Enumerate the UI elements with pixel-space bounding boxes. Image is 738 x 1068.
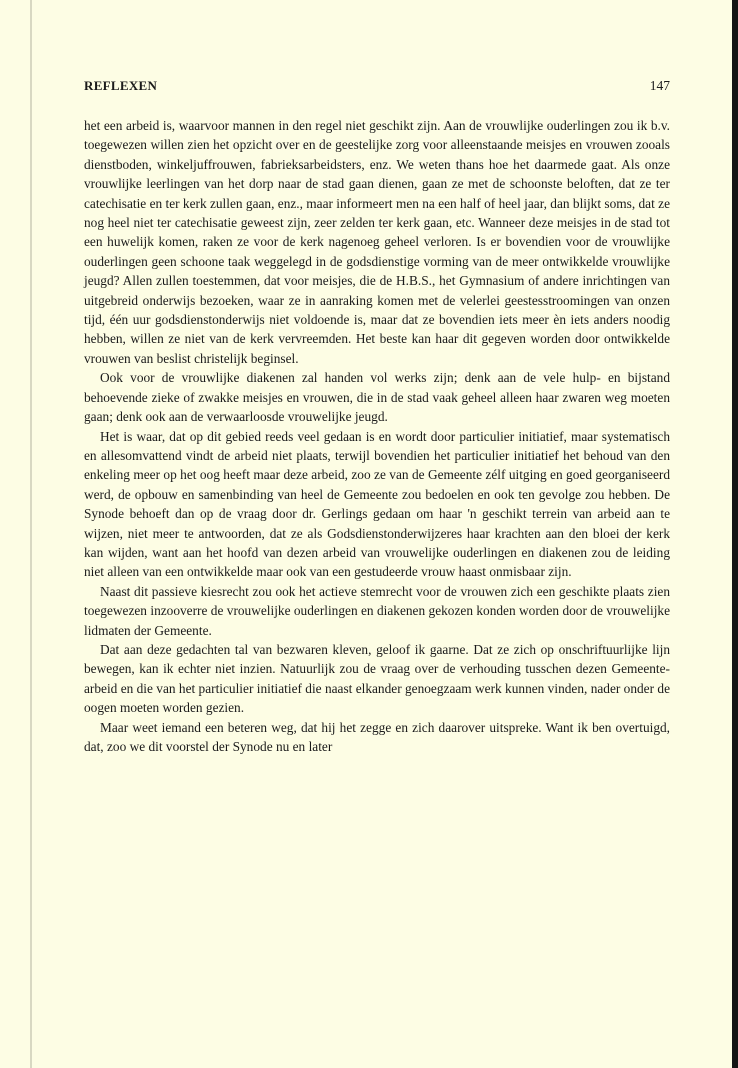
paragraph-4: Naast dit passieve kiesrecht zou ook het actieve stemrecht voor de vrouwen zich een geschikte plaats zien toegewezen inzooverre de vrouwelijke ouderlingen en diakenen gekozen konden worden door de vrouwelijke lidmaten der Gemeente.: [84, 583, 670, 638]
paragraph-6: Maar weet iemand een beteren weg, dat hij het zegge en zich daarover uitspreke. Want ik ben overtuigd, dat, zoo we dit voorstel der Synode nu en later: [84, 719, 670, 754]
scan-right-edge: [732, 0, 738, 1068]
running-title: REFLEXEN: [84, 78, 158, 93]
paragraph-5: Dat aan deze gedachten tal van bezwaren kleven, geloof ik gaarne. Dat ze zich op onschriftuurlijke lijn bewegen, kan ik echter niet inzien. Natuurlijk zou de vraag over de verhouding tusschen dezen Gemeente-arbeid en die van het particulier initiatief die naast elkander genoegzaam werk kunnen vinden, nader onder de oogen moeten worden gezien.: [84, 641, 670, 716]
book-page: [84, 78, 670, 756]
body-text: [84, 116, 670, 756]
paragraph-3: Het is waar, dat op dit gebied reeds veel gedaan is en wordt door particulier initiatief, maar systematisch en allesomvattend vindt de arbeid niet plaats, terwijl bovendien het particulier initiatief het behoud van den enkeling meer op het oog heeft maar deze arbeid, zoo ze van de Gemeente zélf uitging en goed georganiseerd werd, de opbouw en samenbinding van heel de Gemeente zou bedoelen en ook ten gevolge zou hebben. De Synode behoeft dan op de vraag door dr. Gerlings gedaan om haar 'n geschikt terrein van arbeid aan te wijzen, niet meer te antwoorden, dat ze als Godsdienstonderwijzeres haar krachten aan den bloei der kerk kan wijden, want aan het hoofd van dezen arbeid van vrouwelijke ouderlingen en diakenen zou de leiding niet alleen van een ontwikkelde maar ook van een gestudeerde vrouw haast onmisbaar zijn.: [84, 428, 670, 580]
scan-left-edge: [30, 0, 32, 1068]
page-number: 147: [649, 78, 670, 93]
paragraph-1: het een arbeid is, waarvoor mannen in den regel niet geschikt zijn. Aan de vrouwlijke ouderlingen zou ik b.v. toegewezen willen zien het opzicht over en de geestelijke zorg voor alleenstaande meisjes en vrouwen zooals dienstboden, winkeljuffrouwen, fabrieksarbeidsters, enz. We weten thans hoe het daarmede gaat. Als onze vrouwlijke leerlingen van het dorp naar de stad gaan dienen, gaan ze met de schoonste beloften, dat ze ter catechisatie en ter kerk zullen gaan, enz., maar informeert men na een half of heel jaar, dan blijkt soms, dat ze nog heel niet ter catechisatie geweest zijn, zeer zelden ter kerk gaan, etc. Wanneer deze meisjes in de stad tot een huwelijk komen, raken ze voor de kerk nagenoeg geheel verloren. Is er bovendien voor de vrouwlijke ouderlingen geen schoone taak weggelegd in de godsdienstige vorming van de meer ontwikkelde vrouwlijke jeugd? Allen zullen toestemmen, dat voor meisjes, die de H.B.S., het Gymnasium of andere inrichtingen van uitgebreid onderwijs bezoeken, waar ze in aanraking komen met de velerlei geestesstroomingen van onzen tijd, één uur godsdienstonderwijs niet voldoende is, maar dat ze bovendien iets meer èn iets anders noodig hebben, willen ze niet van de kerk vervreemden. Het beste kan haar dit gegeven worden door ontwikkelde vrouwen van beslist christelijk beginsel.: [84, 118, 670, 366]
running-head: [84, 78, 670, 100]
paragraph-2: Ook voor de vrouwlijke diakenen zal handen vol werks zijn; denk aan de vele hulp- en bijstand behoevende zieke of zwakke meisjes en vrouwen, die in de stad vaak geheel alleen haar zwaren weg moeten gaan; denk ook aan de verwaarloosde vrouwelijke jeugd.: [84, 370, 670, 425]
